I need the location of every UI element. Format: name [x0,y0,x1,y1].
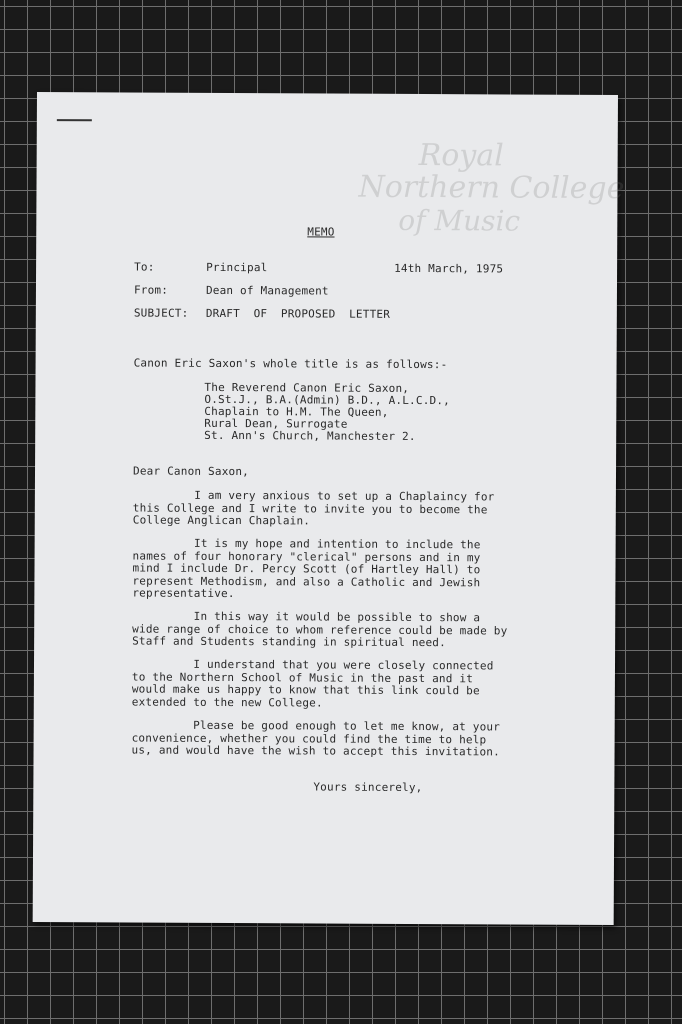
body-paragraph: In this way it would be possible to show a wide range of choice to whom reference could be made by Staff and Students standing in spiritual need. [132,609,508,650]
crest-line-3: of Music [398,203,521,238]
body-paragraph: It is my hope and intention to include the names of four honorary "clerical" persons and in my mind I include Dr. Percy Scott (of Hartley Hall) to represent Methodism, and also a Catholic and Jewish representative. [132,536,481,601]
title-line: Rural Dean, Surrogate [204,416,348,431]
body-paragraph: I understand that you were closely connected to the Northern School of Music in the past and it would make us happy to know that this link could be extended to the new College. [131,657,494,710]
margin-dash [57,119,92,121]
body-paragraph: I am very anxious to set up a Chaplaincy for this College and I write to invite you to become the College Anglican Chaplain. [132,488,495,528]
crest-line-1: Royal [418,137,504,174]
title-line: The Reverend Canon Eric Saxon, [204,380,410,395]
body-paragraph: Please be good enough to let me know, at your convenience, whether you could find the time to help us, and would have the wish to accept this invitation. [131,718,501,759]
memo-paper [33,92,625,925]
to-label: To: [134,260,155,274]
subject-label: SUBJECT: [133,306,189,320]
memo-heading: MEMO [307,225,335,239]
salutation: Dear Canon Saxon, [132,464,250,479]
memo-date: 14th March, 1975 [394,261,504,276]
from-label: From: [133,283,169,297]
from-value: Dean of Management [205,283,329,298]
intro-line: Canon Eric Saxon's whole title is as follows:- [133,356,448,372]
title-line: St. Ann's Church, Manchester 2. [204,428,416,443]
to-value: Principal [206,260,268,275]
college-crest-watermark [358,137,625,249]
title-line: O.St.J., B.A.(Admin) B.D., A.L.C.D., [204,392,451,408]
title-line: Chaplain to H.M. The Queen, [204,404,389,419]
closing: Yours sincerely, [313,780,423,795]
crest-line-2: Northern College [358,169,625,207]
subject-value: DRAFT OF PROPOSED LETTER [205,306,391,321]
